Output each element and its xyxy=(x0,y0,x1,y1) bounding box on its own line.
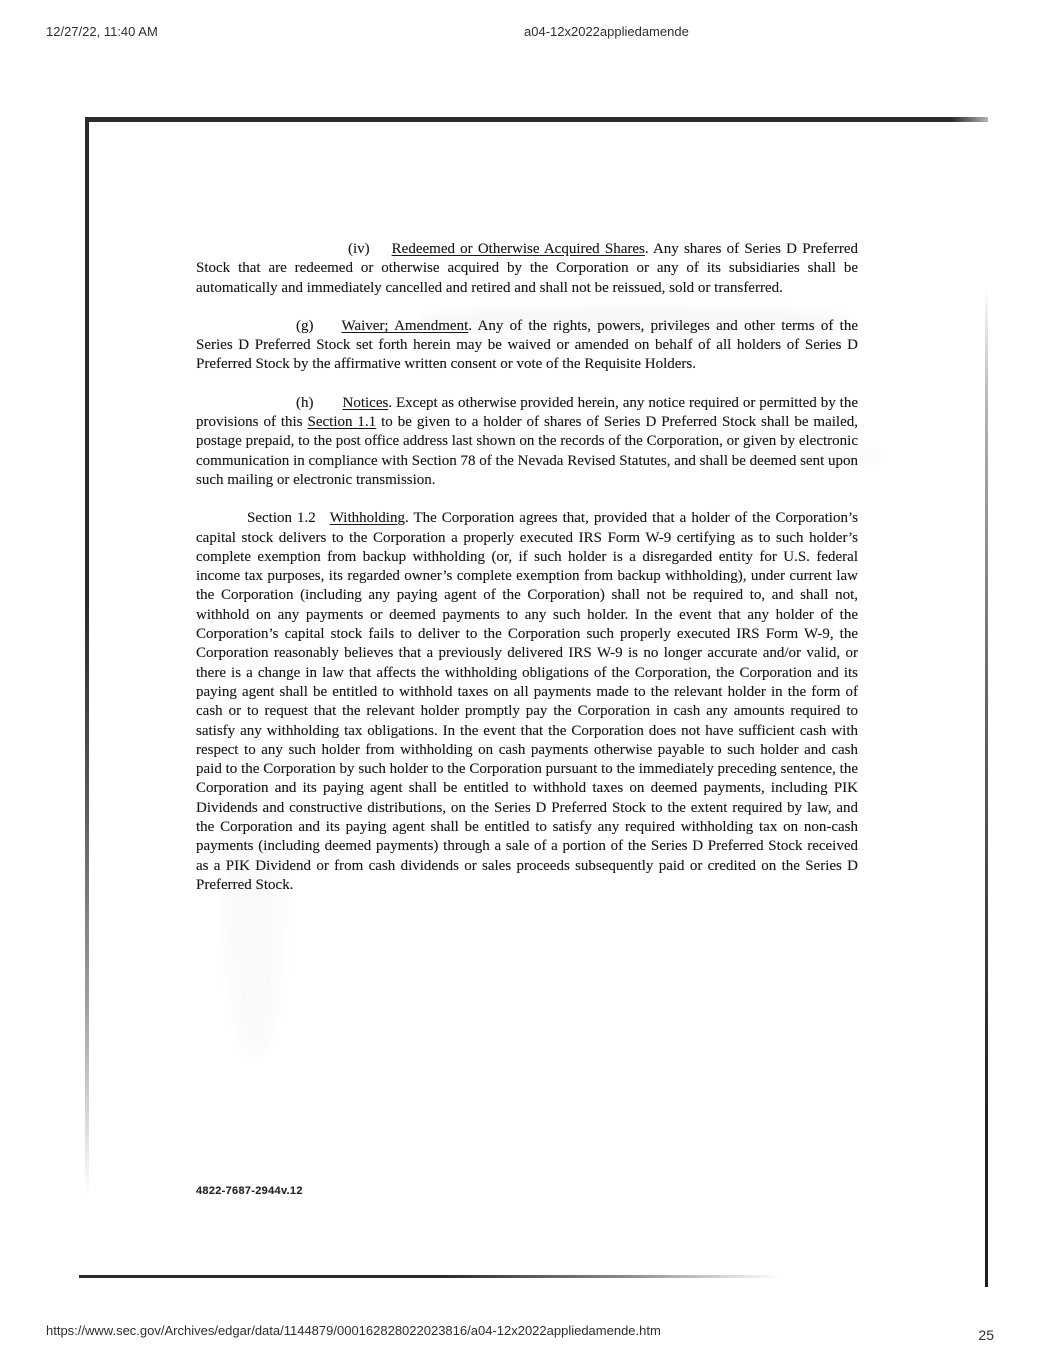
tab-gap xyxy=(314,329,342,330)
text-run: . The Corporation agrees that, provided that a holder of the Corporation’s capital stock delivers to the Corporation a properly executed IRS Form W-9 certifying as to such holder’s complete exemption from backup withholding (or, if such holder is a disregarded entity for U.S. federal income tax purposes, its regarded owner’s complete exemption from backup withholding), under current law the Corporation (including any paying agent of the Corporation) shall not be required to, and shall not, withhold on any payments or deemed payments to any such holder. In the event that any holder of the Corporation’s capital stock fails to deliver to the Corporation such properly executed IRS Form W-9, the Corporation reasonably believes that a previously delivered IRS W-9 is no longer accurate and/or valid, or there is a change in law that affects the withholding obligations of the Corporation, the Corporation and its paying agent shall be entitled to withhold taxes on all payments made to the relevant holder in the form of cash or to request that the relevant holder promptly pay the Corporation in cash any amounts required to satisfy any withholding tax obligations. In the event that the Corporation does not have sufficient cash with respect to any such holder from withholding on cash payments otherwise payable to such holder and cash paid to the Corporation by such holder to the Corporation pursuant to the immediately preceding sentence, the Corporation and its paying agent shall be entitled to withhold taxes on deemed payments, including PIK Dividends and constructive distributions, on the Series D Preferred Stock to the extent required by law, and the Corporation and its paying agent shall be entitled to satisfy any required withholding tax on non-cash payments (including deemed payments) through a sale of a portion of the Series D Preferred Stock received as a PIK Dividend or from cash dividends or sales proceeds subsequently paid or credited on the Series D Preferred Stock. xyxy=(196,510,858,893)
tab-gap xyxy=(316,521,330,522)
document-id-stamp: 4822-7687-2944v.12 xyxy=(196,1185,303,1197)
text-run: . Any shares of Series D Preferred Stock that are redeemed or otherwise acquired by the Corporation or any of its subsidiaries shall be automatically and immediately cancelled and retired and shall not be reissued, sold or transferred. xyxy=(196,241,858,296)
print-footer-url: https://www.sec.gov/Archives/edgar/data/1144879/000162828022023816/a04-12x2022appliedamende.htm xyxy=(46,1323,661,1338)
print-footer-page-number: 25 xyxy=(978,1327,994,1343)
text-run: (h) xyxy=(296,394,314,411)
paragraph xyxy=(196,317,858,375)
page-border-right xyxy=(985,287,988,1287)
paragraph xyxy=(196,394,858,490)
document-paragraphs xyxy=(196,240,858,914)
underlined-text-run: Notices xyxy=(342,394,389,411)
page-border-top xyxy=(85,117,988,122)
underlined-text-run: Waiver; Amendment xyxy=(341,317,469,334)
tab-gap xyxy=(314,406,343,407)
paragraph xyxy=(196,240,858,298)
text-run: (iv) xyxy=(348,241,370,257)
scanned-document-page xyxy=(85,117,988,1288)
text-run: Section 1.2 xyxy=(247,510,316,527)
underlined-text-run: Redeemed or Otherwise Acquired Shares xyxy=(391,241,645,257)
print-header-title: a04-12x2022appliedamende xyxy=(524,24,689,39)
tab-gap xyxy=(370,252,392,253)
underlined-text-run: Section 1.1 xyxy=(307,414,377,431)
print-header-datetime: 12/27/22, 11:40 AM xyxy=(46,24,158,39)
page-border-left xyxy=(85,117,89,1197)
text-run: . Any of the rights, powers, privileges and other terms of the Series D Preferred Stock set forth herein may be waived or amended on behalf of all holders of Series D Preferred Stock by the affirmative written consent or vote of the Requisite Holders. xyxy=(196,317,858,373)
page-border-bottom xyxy=(79,1275,779,1278)
text-run: . Except as otherwise provided herein, any notice required or permitted by the provisions of this xyxy=(196,394,858,431)
paragraph xyxy=(196,509,858,895)
underlined-text-run: Withholding xyxy=(329,510,405,527)
text-run: (g) xyxy=(296,317,314,334)
text-run: to be given to a holder of shares of Series D Preferred Stock shall be mailed, postage prepaid, to the post office address last shown on the records of the Corporation, or given by electronic communication in compliance with Section 78 of the Nevada Revised Statutes, and shall be deemed sent upon such mailing or electronic transmission. xyxy=(196,414,858,488)
